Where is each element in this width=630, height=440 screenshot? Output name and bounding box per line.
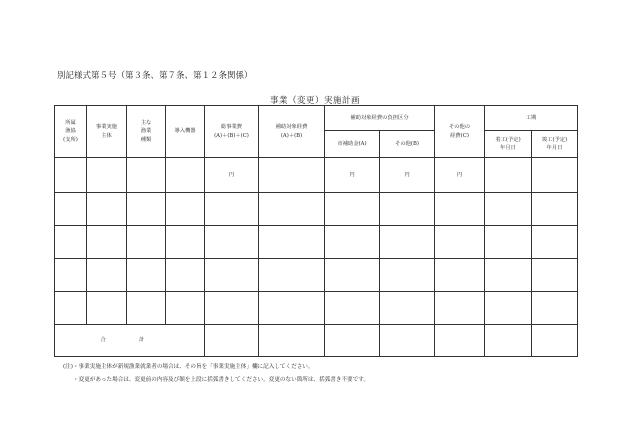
- total-label: 合 計: [55, 325, 205, 357]
- cell[interactable]: [485, 158, 532, 193]
- table-row: [55, 259, 578, 292]
- header-affiliation: 所属 漁協 (支所): [55, 106, 87, 158]
- total-cell[interactable]: [485, 325, 532, 357]
- header-city-subsidy: 市補助金(A): [325, 131, 380, 158]
- cell-other-expense[interactable]: 円: [435, 158, 485, 193]
- header-other-expense: その他の 経費(C): [435, 106, 485, 158]
- notes: [63, 361, 369, 387]
- header-cost-share: 補助対象経費の負担区分: [325, 106, 435, 131]
- cell[interactable]: [127, 158, 166, 193]
- header-eligible-cost: 補助対象経費 (A)＋(B): [259, 106, 325, 158]
- cell-other-share[interactable]: 円: [380, 158, 435, 193]
- header-end-date: 竣工(予定) 年月日: [532, 131, 578, 158]
- total-cell[interactable]: [435, 325, 485, 357]
- cell[interactable]: [87, 158, 127, 193]
- table-row: [55, 193, 578, 226]
- header-row-1: [55, 106, 578, 131]
- cell-city-subsidy[interactable]: 円: [325, 158, 380, 193]
- total-cell[interactable]: [325, 325, 380, 357]
- header-other-share: その他(B): [380, 131, 435, 158]
- total-cell[interactable]: [532, 325, 578, 357]
- table-row: [55, 158, 578, 193]
- cell[interactable]: [532, 158, 578, 193]
- total-cell[interactable]: [205, 325, 259, 357]
- cell[interactable]: [166, 158, 205, 193]
- cell[interactable]: [55, 158, 87, 193]
- note-1: (注)・事業実施主体が新規漁業就業者の場合は、その旨を「事業実施主体」欄に記入してください。: [63, 364, 314, 370]
- header-start-date: 着工(予定) 年月日: [485, 131, 532, 158]
- table-row: [55, 226, 578, 259]
- document-title: 事業（変更）実施計画: [269, 96, 360, 106]
- header-equipment: 導入機器: [166, 106, 205, 158]
- total-row: [55, 325, 578, 357]
- cell-total-cost[interactable]: 円: [205, 158, 259, 193]
- header-implementer: 事業実施 主体: [87, 106, 127, 158]
- header-fishery-type: 主な 漁業 種類: [127, 106, 166, 158]
- form-number: 別記様式第５号（第３条、第７条、第１２条関係）: [57, 71, 253, 81]
- total-cell[interactable]: [259, 325, 325, 357]
- plan-table: [54, 105, 578, 357]
- total-cell[interactable]: [380, 325, 435, 357]
- header-schedule: 工期: [485, 106, 578, 131]
- table-row: [55, 292, 578, 325]
- note-2: ・変更があった場合は、変更前の内容及び額を上段に括弧書きしてください。変更のない箇所は、括弧書き不要です。: [73, 377, 369, 383]
- cell-eligible-cost[interactable]: [259, 158, 325, 193]
- header-total-cost: 総事業費 (A)＋(B)＋(C): [205, 106, 259, 158]
